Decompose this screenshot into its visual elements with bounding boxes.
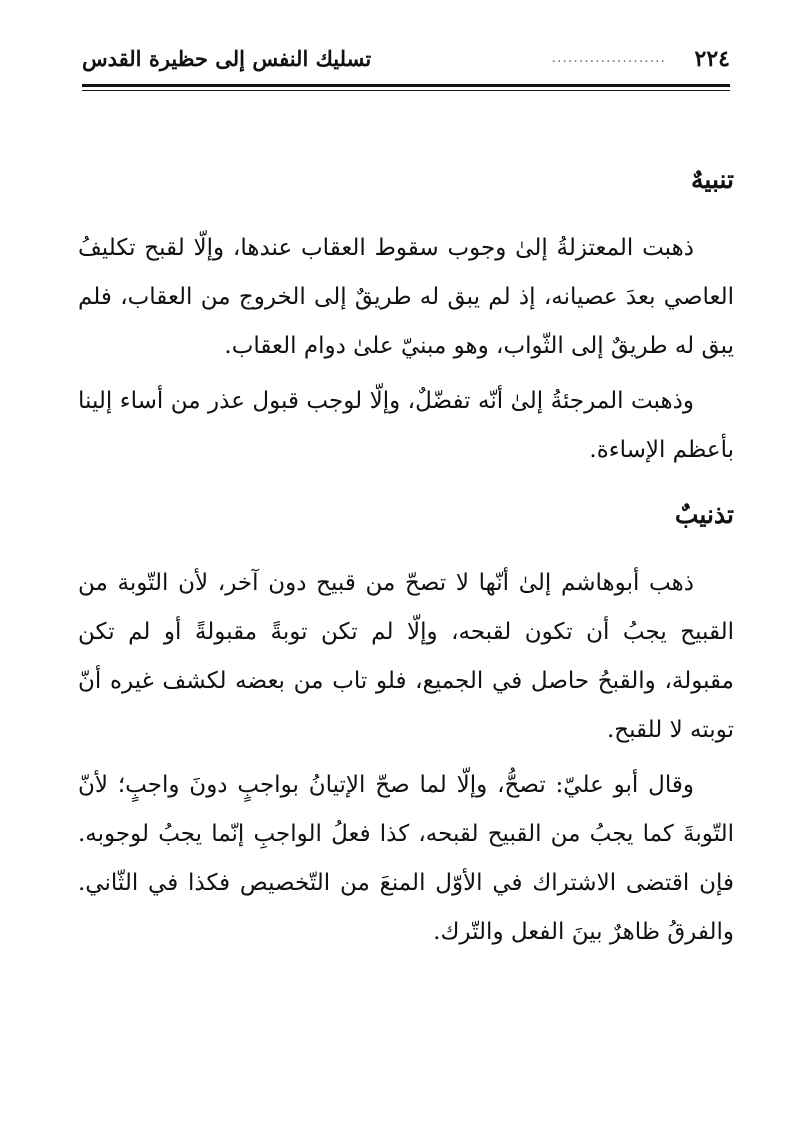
paragraph: ذهب أبوهاشم إلىٰ أنّها لا تصحّ من قبيح دون آخر، لأن التّوبة من القبيح يجبُ أن تكون لقبحه، وإلّا لم تكن توبةً مقبولةً أو لم تكن مقبولة، والقبحُ حاصل في الجميع، فلو تاب من بعضه لكشف غيره أنّ توبته لا للقبح. bbox=[78, 570, 734, 743]
page-header bbox=[82, 38, 730, 78]
section-heading-tanbih: تنبيهٌ bbox=[691, 165, 734, 194]
header-rule-thick bbox=[82, 84, 730, 87]
paragraph: وقال أبو عليّ: تصحُّ، وإلّا لما صحّ الإتيانُ بواجبٍ دونَ واجبٍ؛ لأنّ التّوبةَ كما يجبُ من القبيح لقبحه، كذا فعلُ الواجبِ إنّما يجبُ لوجوبه. فإن اقتضى الاشتراك في الأوّل المنعَ من التّخصيص فكذا في الثّاني. والفرقُ ظاهرٌ بينَ الفعل والتّرك. bbox=[78, 772, 734, 945]
running-title: تسليك النفس إلى حظيرة القدس bbox=[82, 46, 372, 71]
section-heading-tadhnib: تذنيبٌ bbox=[674, 500, 734, 529]
header-dot-leader: ..................... bbox=[551, 50, 666, 66]
paragraph: وذهبت المرجئةُ إلىٰ أنّه تفضّلٌ، وإلّا لوجب قبول عذر من أساء إلينا بأعظم الإساءة. bbox=[78, 388, 734, 463]
page-number: ٢٢٤ bbox=[694, 46, 730, 72]
paragraph: ذهبت المعتزلةُ إلىٰ وجوب سقوط العقاب عندها، وإلّا لقبح تكليفُ العاصي بعدَ عصيانه، إذ لم يبق له طريقٌ إلى الخروج من العقاب، فلم يبق له طريقٌ إلى الثّواب، وهو مبنيّ علىٰ دوام العقاب. bbox=[78, 235, 734, 359]
header-rule-thin bbox=[82, 90, 730, 91]
page-body bbox=[78, 160, 734, 957]
